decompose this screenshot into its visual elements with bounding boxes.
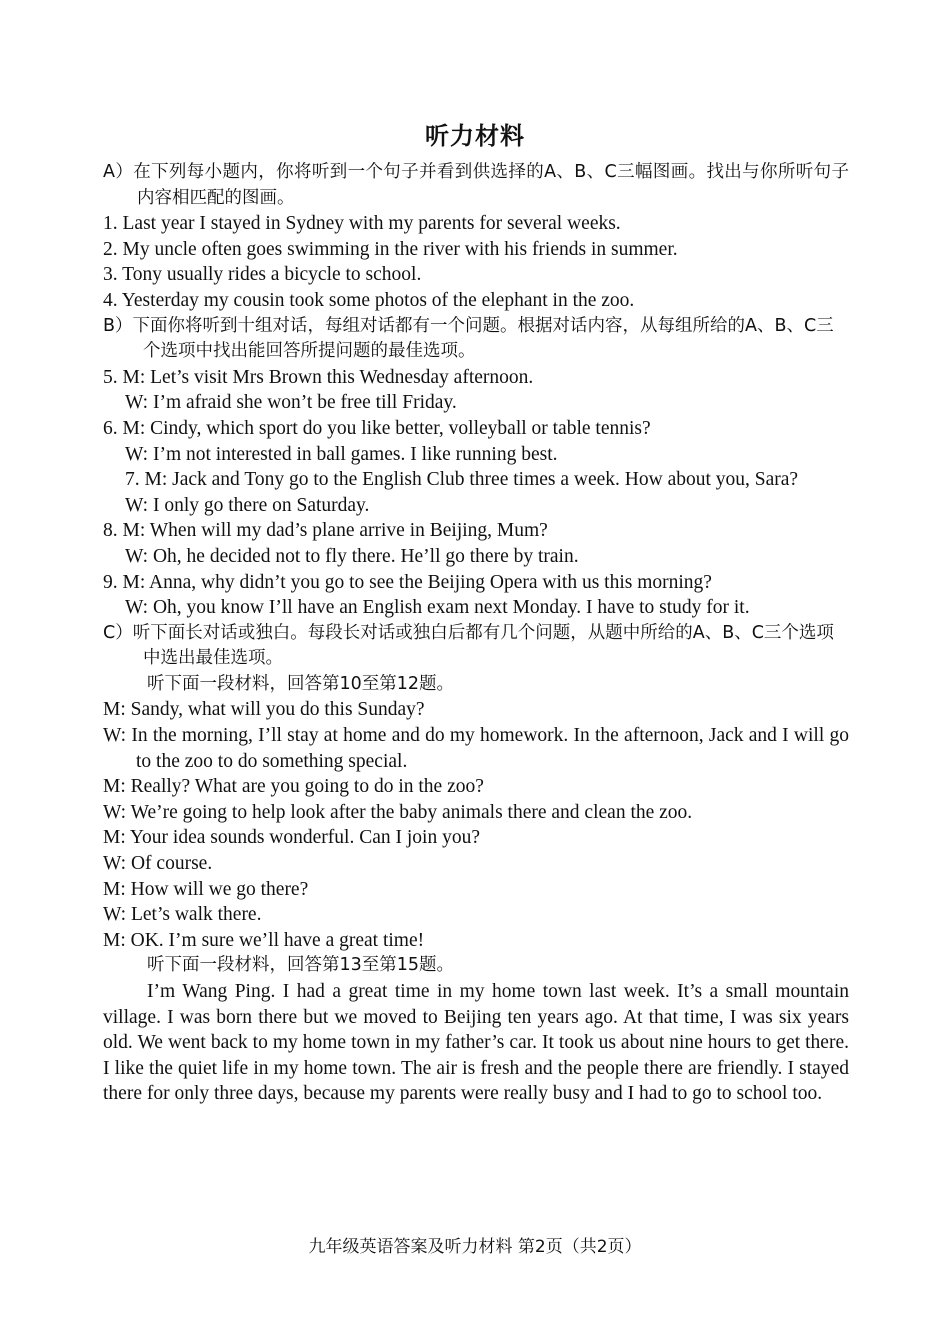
dialogue-line-m: 8. M: When will my dad’s plane arrive in Beijing, Mum?	[103, 520, 548, 542]
dialogue-line: M: Really? What are you going to do in the zoo?	[103, 776, 484, 798]
dialogue-line: M: How will we go there?	[103, 878, 309, 900]
dialogue-line: W: In the morning, I’ll stay at home and do my homework. In the afternoon, Jack and I will go to the zoo to do something special.	[103, 725, 849, 772]
dialogue-line-w: W: I only go there on Saturday.	[125, 494, 370, 516]
dialogue-line-w: W: I’m not interested in ball games. I like running best.	[125, 443, 558, 465]
dialogue-line-w: W: I’m afraid she won’t be free till Friday.	[125, 392, 457, 414]
dialogue-line: M: OK. I’m sure we’ll have a great time!	[103, 929, 425, 951]
dialogue-line-m: 9. M: Anna, why didn’t you go to see the Beijing Opera with us this morning?	[103, 571, 712, 593]
document-body	[103, 160, 849, 1107]
dialogue-line: W: Let’s walk there.	[103, 904, 262, 926]
dialogue-line: W: We’re going to help look after the baby animals there and clean the zoo.	[103, 801, 693, 823]
monologue-passage: I’m Wang Ping. I had a great time in my home town last week. It’s a small mountain village. I was born there but we moved to Beijing ten years ago. At that time, I was six years old. We went back to my home town in my father’s car. It took us about nine hours to get there. I like the quiet life in my home town. The air is fresh and the people there are friendly. I stayed there for only three days, because my parents were really busy and I had to go to school too.	[103, 981, 849, 1105]
dialogue-line-m: 5. M: Let’s visit Mrs Brown this Wednesday afternoon.	[103, 366, 534, 388]
list-item: 3. Tony usually rides a bicycle to school.	[103, 264, 422, 286]
section-b-instruction: B）下面你将听到十组对话，每组对话都有一个问题。根据对话内容，从每组所给的A、B、C三个选项中找出能回答所提问题的最佳选项。	[103, 315, 834, 362]
section-c-instruction: C）听下面长对话或独白。每段长对话或独白后都有几个问题，从题中所给的A、B、C三个选项中选出最佳选项。	[103, 622, 834, 669]
dialogue-line: W: Of course.	[103, 853, 213, 875]
section-c-intro-1: 听下面一段材料，回答第10至第12题。	[147, 673, 455, 694]
dialogue-line: M: Your idea sounds wonderful. Can I join you?	[103, 827, 480, 849]
list-item: 1. Last year I stayed in Sydney with my parents for several weeks.	[103, 213, 621, 235]
page-footer: 九年级英语答案及听力材料 第2页（共2页）	[308, 1237, 642, 1257]
dialogue-line-w: W: Oh, he decided not to fly there. He’ll go there by train.	[125, 545, 579, 567]
list-item: 2. My uncle often goes swimming in the river with his friends in summer.	[103, 238, 678, 260]
dialogue-line-w: W: Oh, you know I’ll have an English exam next Monday. I have to study for it.	[125, 597, 750, 619]
dialogue-line: M: Sandy, what will you do this Sunday?	[103, 699, 425, 721]
list-item: 4. Yesterday my cousin took some photos of the elephant in the zoo.	[103, 289, 635, 311]
dialogue-line-m: 7. M: Jack and Tony go to the English Club three times a week. How about you, Sara?	[125, 469, 799, 491]
dialogue-line-m: 6. M: Cindy, which sport do you like better, volleyball or table tennis?	[103, 417, 651, 439]
section-a-instruction: A）在下列每小题内，你将听到一个句子并看到供选择的A、B、C三幅图画。找出与你所听句子内容相匹配的图画。	[103, 162, 849, 208]
page-title: 听力材料	[425, 122, 525, 150]
section-c-intro-2: 听下面一段材料，回答第13至第15题。	[147, 955, 455, 976]
